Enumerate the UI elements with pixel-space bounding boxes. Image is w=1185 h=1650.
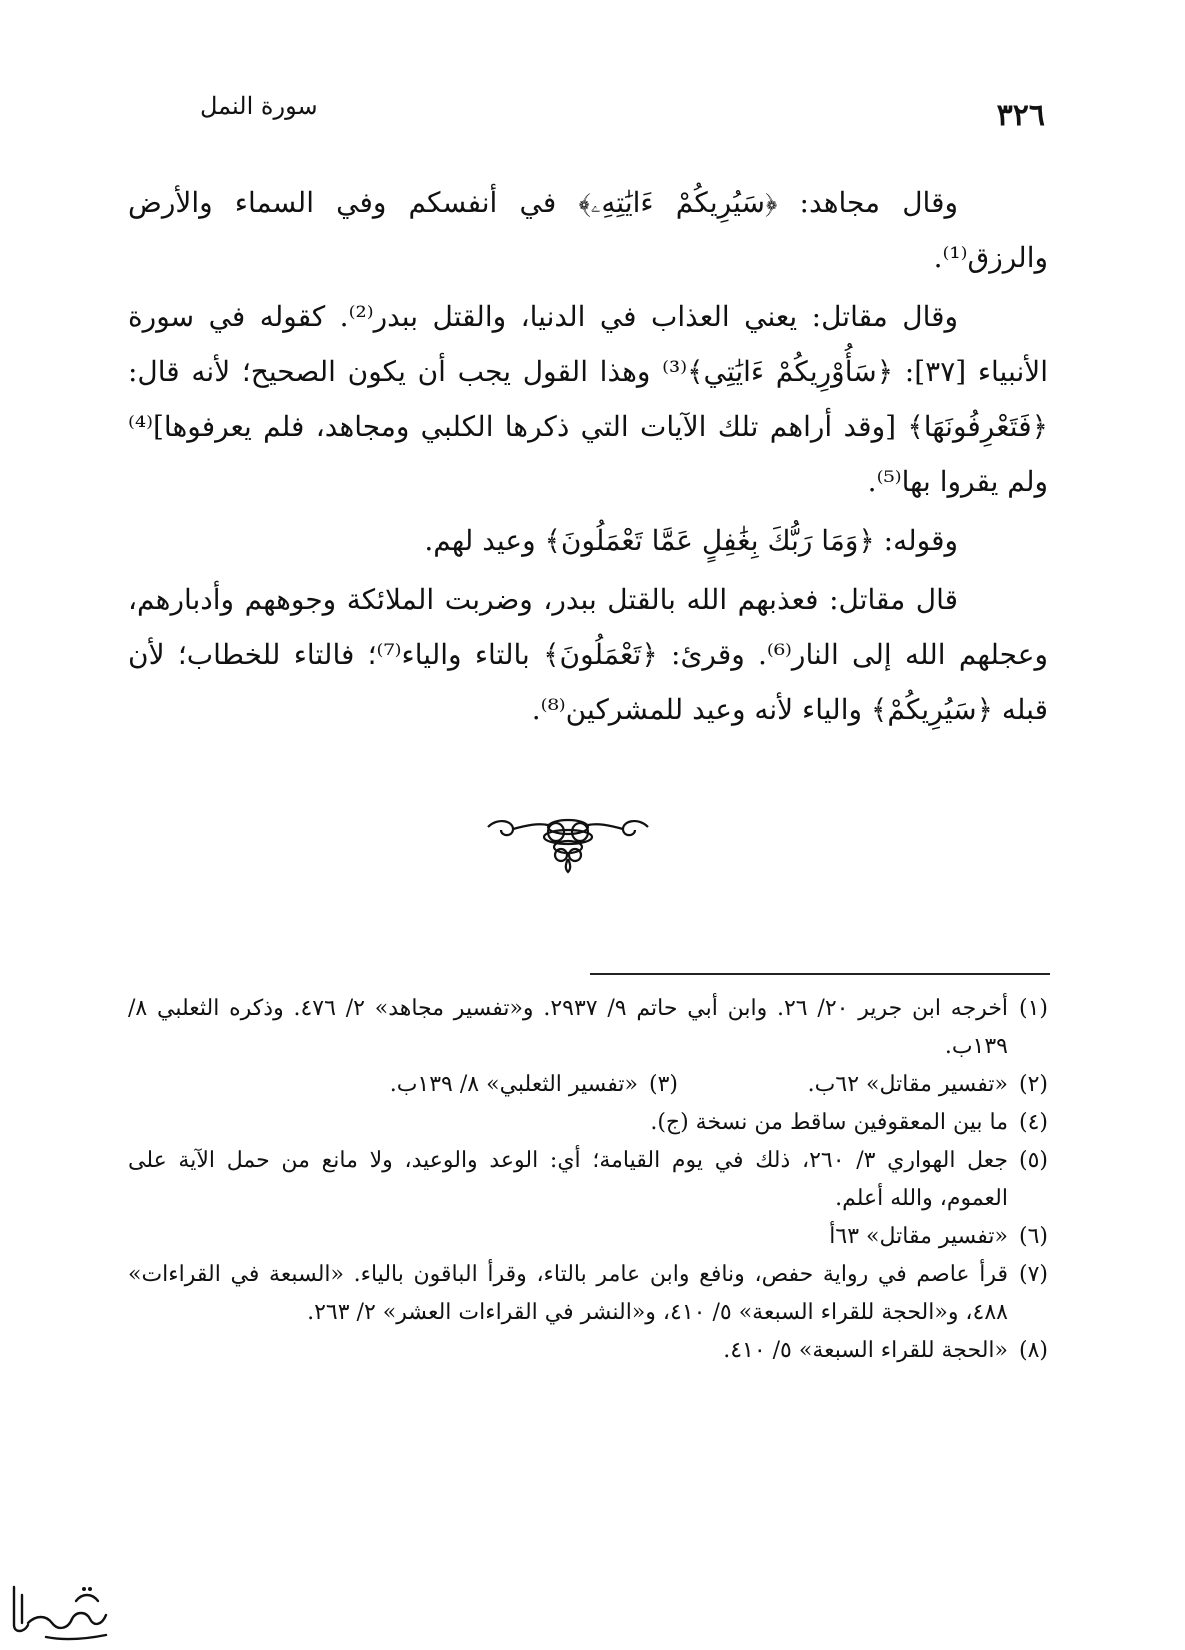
footnote bbox=[128, 1104, 1048, 1142]
main-text bbox=[128, 175, 1048, 741]
paragraph: قال مقاتل: فعذبهم الله بالقتل ببدر، وضربت الملائكة وجوههم وأدبارهم، وعجلهم الله إلى النار⁽⁶⁾. وقرئ: ﴿تَعْمَلُونَ﴾ بالتاء والياء⁽⁷⁾؛ فالتاء للخطاب؛ لأن قبله ﴿سَيُرِيكُمْ﴾ والياء لأنه وعيد للمشركين⁽⁸⁾. bbox=[128, 583, 1048, 726]
footnote-divider bbox=[590, 973, 1050, 975]
footnote-number: (٧) bbox=[1018, 1262, 1048, 1287]
footnote bbox=[128, 1142, 1048, 1218]
library-logo-icon bbox=[6, 1575, 116, 1645]
footnote-text: «الحجة للقراء السبعة» ٥/ ٤١٠. bbox=[723, 1338, 1008, 1363]
footnotes bbox=[128, 990, 1048, 1370]
footnote bbox=[128, 1218, 1048, 1256]
running-title: سورة النمل bbox=[200, 92, 318, 120]
footnote-number: (٨) bbox=[1018, 1338, 1048, 1363]
paragraph: وقال مجاهد: ﴿سَيُرِيكُمْ ءَايَٰتِهِۦ﴾ في أنفسكم وفي السماء والأرض والرزق⁽¹⁾. bbox=[128, 186, 1048, 274]
page-number: ٣٢٦ bbox=[996, 98, 1045, 133]
paragraph: وقوله: ﴿وَمَا رَبُّكَ بِغَٰفِلٍ عَمَّا تَعْمَلُونَ﴾ وعيد لهم. bbox=[424, 524, 958, 557]
paragraph: وقال مقاتل: يعني العذاب في الدنيا، والقتل ببدر⁽²⁾. كقوله في سورة الأنبياء [٣٧]: ﴿سَأُوْرِيكُمْ ءَايَٰتِي﴾⁽³⁾ وهذا القول يجب أن يكون الصحيح؛ لأنه قال: ﴿فَتَعْرِفُونَهَا﴾ [وقد أراهم تلك الآيات التي ذكرها الكلبي ومجاهد، فلم يعرفوها]⁽⁴⁾ ولم يقروا بها⁽⁵⁾. bbox=[128, 300, 1048, 498]
footnote-text: ما بين المعقوفين ساقط من نسخة (ج). bbox=[650, 1110, 1008, 1135]
page-header bbox=[200, 92, 1045, 142]
footnote-text: قرأ عاصم في رواية حفص، ونافع وابن عامر بالتاء، وقرأ الباقون بالياء. «السبعة في القراءات» ٤٨٨، و«الحجة للقراء السبعة» ٥/ ٤١٠، و«النشر في القراءات العشر» ٢/ ٢٦٣. bbox=[128, 1262, 1008, 1325]
footnote-number: (٥) bbox=[1018, 1148, 1048, 1173]
footnote-number: (٣) bbox=[648, 1072, 678, 1097]
footnote-text: «تفسير الثعلبي» ٨/ ١٣٩ب. bbox=[389, 1072, 638, 1097]
footnote bbox=[128, 1332, 1048, 1370]
footnote bbox=[678, 1066, 1048, 1104]
footnote-number: (١) bbox=[1018, 996, 1048, 1021]
footnote-number: (٦) bbox=[1018, 1224, 1048, 1249]
footnote bbox=[308, 1066, 678, 1104]
footnote bbox=[128, 990, 1048, 1066]
footnote-number: (٢) bbox=[1018, 1072, 1048, 1097]
footnote-row bbox=[128, 1066, 1048, 1104]
footnote-text: جعل الهواري ٣/ ٢٦٠، ذلك في يوم القيامة؛ أي: الوعد والوعيد، ولا مانع من حمل الآية على العموم، والله أعلم. bbox=[128, 1148, 1008, 1211]
footnote-number: (٤) bbox=[1018, 1110, 1048, 1135]
footnote-text: «تفسير مقاتل» ٦٢ب. bbox=[807, 1072, 1008, 1097]
footnote-text: أخرجه ابن جرير ٢٠/ ٢٦. وابن أبي حاتم ٩/ ٢٩٣٧. و«تفسير مجاهد» ٢/ ٤٧٦. وذكره الثعلبي ٨/ ١٣٩ب. bbox=[128, 996, 1009, 1059]
ornamental-divider-icon bbox=[483, 815, 653, 875]
footnote bbox=[128, 1256, 1048, 1332]
footnote-text: «تفسير مقاتل» ٦٣أ bbox=[829, 1224, 1008, 1249]
